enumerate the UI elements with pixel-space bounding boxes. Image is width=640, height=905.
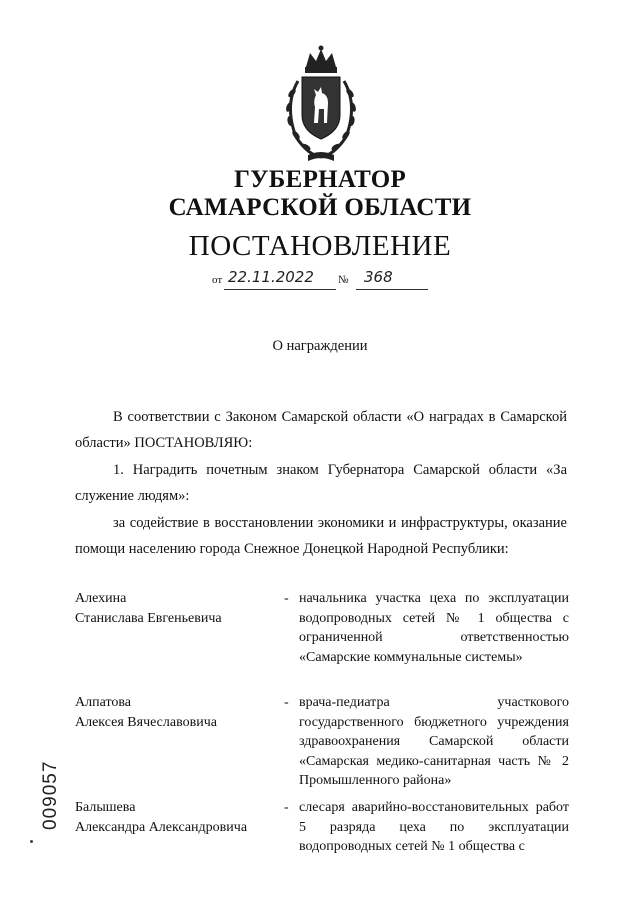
awardee-dash: - (284, 695, 289, 710)
awardee-position: врача-педиатра участкового государственного бюджетного учреждения здравоохранения Самарской области «Самарская медико-санитарная часть № 2 Промышленного района» (299, 695, 569, 788)
awardee-surname: Балышева (75, 800, 136, 815)
number-prefix: № (338, 274, 349, 286)
samara-coat-of-arms-icon (278, 45, 364, 165)
issuer-title-line1: ГУБЕРНАТОР (233, 166, 407, 193)
date-prefix: от (212, 274, 223, 286)
awardee-surname: Алпатова (75, 695, 132, 710)
awardee-name (75, 693, 275, 732)
award-clause-paragraph: 1. Наградить почетным знаком Губернатора Самарской области «За служение людям»: (75, 462, 567, 504)
serial-stamp: 009057 (40, 760, 61, 830)
awardee-given-names: Александра Александровича (75, 819, 248, 835)
awardee-given-names: Станислава Евгеньевича (75, 610, 222, 626)
awardee-name (75, 798, 275, 837)
awardee-dash: - (284, 591, 289, 606)
document-number: 368 (364, 268, 393, 286)
awardee-surname: Алехина (75, 591, 127, 606)
awardee-dash: - (284, 800, 289, 815)
document-type: ПОСТАНОВЛЕНИЕ (188, 230, 452, 262)
issuer-title-line2: САМАРСКОЙ ОБЛАСТИ (168, 194, 472, 221)
number-underline (356, 289, 428, 290)
punch-mark (30, 840, 33, 843)
awardee-given-names: Алексея Вячеславовича (75, 714, 217, 730)
awardee-name (75, 589, 275, 628)
award-reason-paragraph: за содействие в восстановлении экономики и инфраструктуры, оказание помощи населению города Снежное Донецкой Народной Республики: (75, 515, 567, 557)
preamble-paragraph: В соответствии с Законом Самарской области «О наградах в Самарской области» ПОСТАНОВЛЯЮ: (75, 409, 567, 451)
document-date: 22.11.2022 (228, 268, 314, 286)
awardee-position: слесаря аварийно-восстановительных работ 5 разряда цеха по эксплуатации водопроводных сетей № 1 общества с (299, 800, 569, 854)
document-subject: О награждении (272, 338, 368, 354)
awardee-position: начальника участка цеха по эксплуатации водопроводных сетей № 1 общества с ограниченной ответственностью «Самарские коммунальные системы» (299, 591, 569, 665)
date-underline (224, 289, 336, 290)
